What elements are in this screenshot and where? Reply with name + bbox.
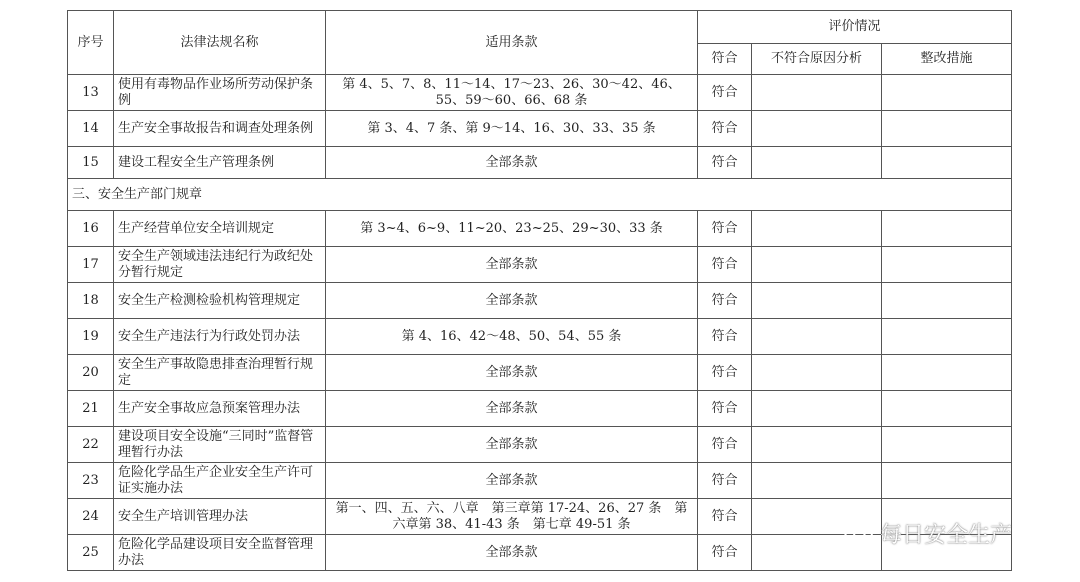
row-seq: 25 xyxy=(68,535,114,571)
row-reason xyxy=(752,319,882,355)
row-name: 安全生产事故隐患排查治理暂行规定 xyxy=(114,355,326,391)
row-status: 符合 xyxy=(698,535,752,571)
watermark xyxy=(844,518,1012,549)
row-status: 符合 xyxy=(698,427,752,463)
row-reason xyxy=(752,147,882,179)
table-row xyxy=(68,427,1012,463)
row-seq: 22 xyxy=(68,427,114,463)
table-row xyxy=(68,111,1012,147)
table-row xyxy=(68,211,1012,247)
row-name: 生产安全事故应急预案管理办法 xyxy=(114,391,326,427)
wechat-icon xyxy=(844,522,874,546)
row-status: 符合 xyxy=(698,319,752,355)
row-seq: 23 xyxy=(68,463,114,499)
row-clauses: 全部条款 xyxy=(326,283,698,319)
row-measures xyxy=(882,319,1012,355)
row-reason xyxy=(752,427,882,463)
row-clauses: 全部条款 xyxy=(326,147,698,179)
row-clauses: 全部条款 xyxy=(326,535,698,571)
header-clauses: 适用条款 xyxy=(326,11,698,75)
row-measures xyxy=(882,247,1012,283)
row-seq: 14 xyxy=(68,111,114,147)
row-name: 使用有毒物品作业场所劳动保护条例 xyxy=(114,75,326,111)
row-status: 符合 xyxy=(698,147,752,179)
row-reason xyxy=(752,111,882,147)
row-clauses: 全部条款 xyxy=(326,247,698,283)
row-reason xyxy=(752,211,882,247)
row-clauses: 全部条款 xyxy=(326,427,698,463)
header-reason: 不符合原因分析 xyxy=(752,44,882,75)
row-clauses: 全部条款 xyxy=(326,391,698,427)
row-clauses: 第 3、4、7 条、第 9～14、16、30、33、35 条 xyxy=(326,111,698,147)
row-seq: 24 xyxy=(68,499,114,535)
row-status: 符合 xyxy=(698,75,752,111)
row-reason xyxy=(752,75,882,111)
row-name: 建设项目安全设施“三同时”监督管理暂行办法 xyxy=(114,427,326,463)
row-seq: 18 xyxy=(68,283,114,319)
row-reason xyxy=(752,283,882,319)
row-seq: 19 xyxy=(68,319,114,355)
row-status: 符合 xyxy=(698,211,752,247)
row-status: 符合 xyxy=(698,463,752,499)
row-measures xyxy=(882,111,1012,147)
row-seq: 13 xyxy=(68,75,114,111)
row-name: 安全生产领域违法违纪行为政纪处分暂行规定 xyxy=(114,247,326,283)
row-seq: 20 xyxy=(68,355,114,391)
row-reason xyxy=(752,247,882,283)
row-name: 危险化学品生产企业安全生产许可证实施办法 xyxy=(114,463,326,499)
row-status: 符合 xyxy=(698,247,752,283)
row-status: 符合 xyxy=(698,499,752,535)
section-title: 三、安全生产部门规章 xyxy=(68,179,1012,211)
header-measures: 整改措施 xyxy=(882,44,1012,75)
row-status: 符合 xyxy=(698,391,752,427)
row-clauses: 第一、四、五、六、八章 第三章第 17-24、26、27 条 第六章第 38、41-43 条 第七章 49-51 条 xyxy=(326,499,698,535)
row-clauses: 第 4、16、42～48、50、54、55 条 xyxy=(326,319,698,355)
regulation-table xyxy=(67,10,1012,571)
row-seq: 16 xyxy=(68,211,114,247)
row-measures xyxy=(882,147,1012,179)
row-measures xyxy=(882,75,1012,111)
row-measures xyxy=(882,283,1012,319)
row-status: 符合 xyxy=(698,355,752,391)
row-reason xyxy=(752,391,882,427)
row-measures xyxy=(882,211,1012,247)
row-name: 建设工程安全生产管理条例 xyxy=(114,147,326,179)
row-reason xyxy=(752,463,882,499)
row-clauses: 第 4、5、7、8、11～14、17～23、26、30～42、46、55、59～60、66、68 条 xyxy=(326,75,698,111)
row-measures xyxy=(882,355,1012,391)
row-status: 符合 xyxy=(698,283,752,319)
row-name: 生产经营单位安全培训规定 xyxy=(114,211,326,247)
row-status: 符合 xyxy=(698,111,752,147)
table-row xyxy=(68,463,1012,499)
row-measures xyxy=(882,427,1012,463)
row-clauses: 全部条款 xyxy=(326,355,698,391)
row-seq: 17 xyxy=(68,247,114,283)
header-name: 法律法规名称 xyxy=(114,11,326,75)
row-seq: 21 xyxy=(68,391,114,427)
row-seq: 15 xyxy=(68,147,114,179)
section-row xyxy=(68,179,1012,211)
row-measures xyxy=(882,391,1012,427)
row-name: 生产安全事故报告和调查处理条例 xyxy=(114,111,326,147)
row-name: 安全生产违法行为行政处罚办法 xyxy=(114,319,326,355)
header-evaluation: 评价情况 xyxy=(698,11,1012,44)
row-clauses: 第 3~4、6~9、11~20、23~25、29~30、33 条 xyxy=(326,211,698,247)
row-name: 安全生产培训管理办法 xyxy=(114,499,326,535)
table-row xyxy=(68,391,1012,427)
table-row xyxy=(68,355,1012,391)
table-row xyxy=(68,247,1012,283)
table-row xyxy=(68,319,1012,355)
table-row xyxy=(68,283,1012,319)
header-seq: 序号 xyxy=(68,11,114,75)
row-measures xyxy=(882,463,1012,499)
row-name: 危险化学品建设项目安全监督管理办法 xyxy=(114,535,326,571)
table-row xyxy=(68,147,1012,179)
row-reason xyxy=(752,355,882,391)
watermark-text: 每日安全生产 xyxy=(880,523,1013,548)
row-name: 安全生产检测检验机构管理规定 xyxy=(114,283,326,319)
header-conform: 符合 xyxy=(698,44,752,75)
table-row xyxy=(68,75,1012,111)
row-clauses: 全部条款 xyxy=(326,463,698,499)
